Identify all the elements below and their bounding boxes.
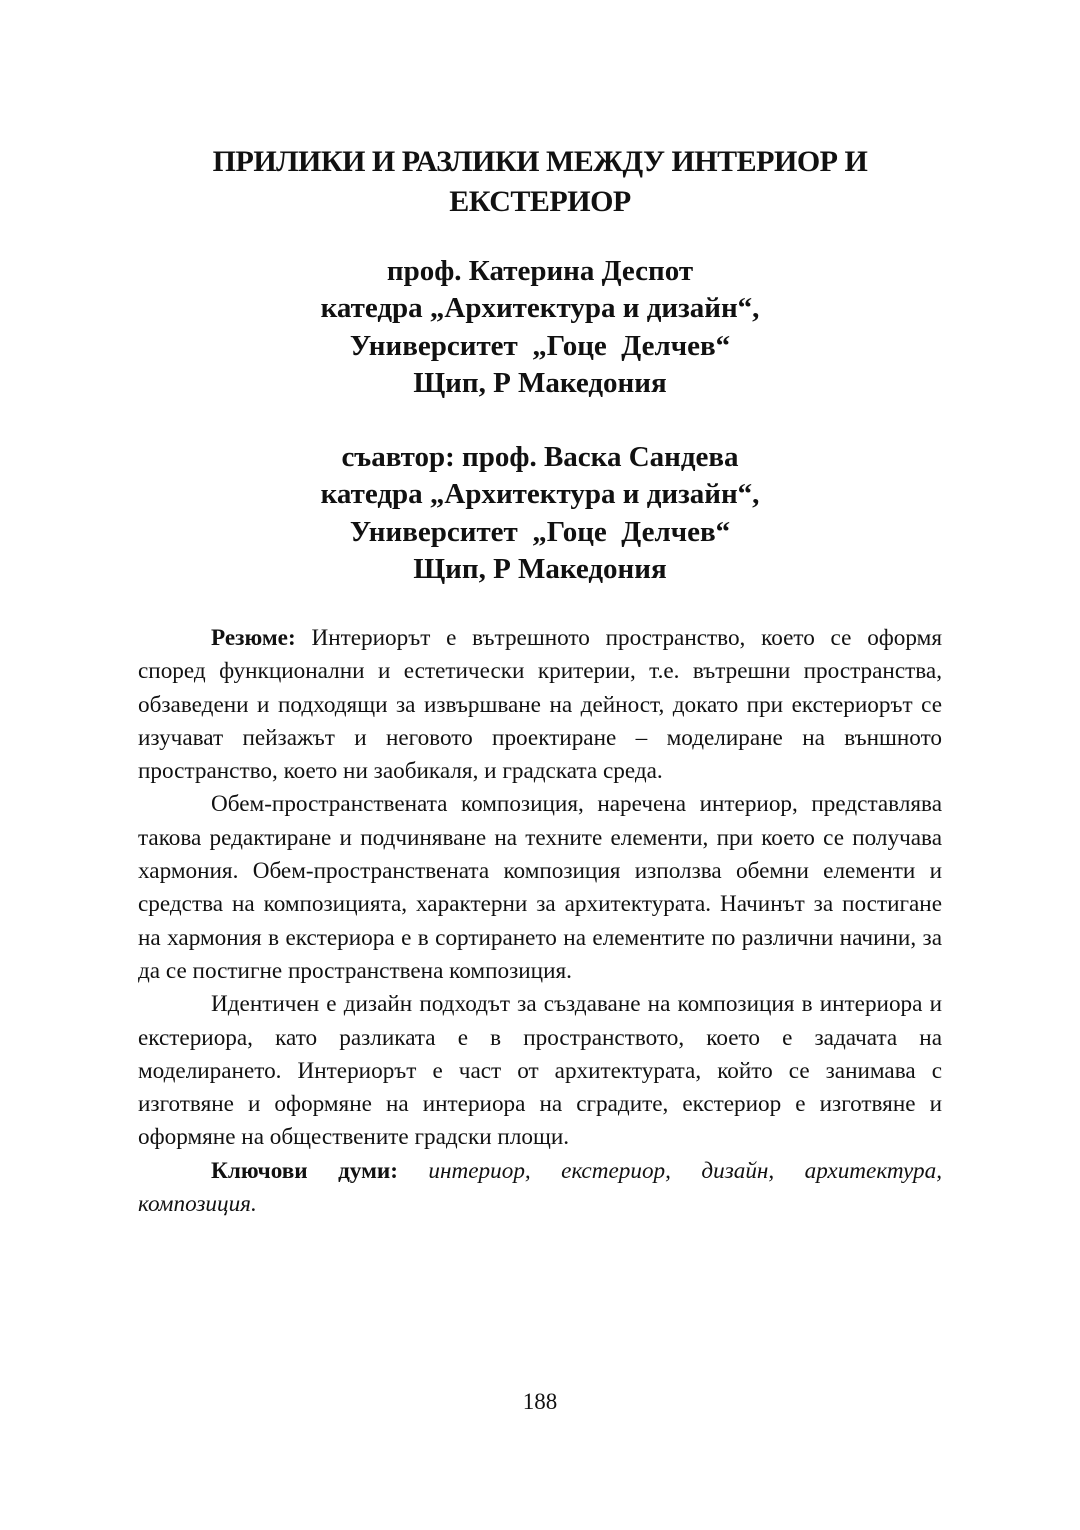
coauthor-university: Университет „Гоце Делчев“ bbox=[349, 515, 731, 548]
abstract-text: Интериорът е вътрешното пространство, което се оформя според функционални и естетически критерии, т.е. вътрешни пространства, обзаведени и подходящи за извършване на дейност, докато при екстериорът се изучават пейзажът и неговото проектиране – моделиране на външното пространство, което ни заобикаля, и градската среда. bbox=[138, 625, 942, 785]
author-name: проф. Катерина Деспот bbox=[386, 255, 694, 287]
body-paragraph-2: Обем-пространствената композиция, наречена интериор, представлява такова редактиране и подчиняване на техните елементи, при което се получава хармония. Обем-пространствената композиция използва обемни елементи и средства на композицията, характерни за архитектурата. Начинът за постигане на хармония в екстериора е в сортирането на елементите по различни начини, за да се постигне пространствена композиция. bbox=[138, 791, 942, 984]
author-university: Университет „Гоце Делчев“ bbox=[349, 329, 731, 362]
abstract-section bbox=[138, 622, 942, 1221]
coauthor-name: съавтор: проф. Васка Сандева bbox=[341, 441, 739, 473]
title-line-2: ЕКСТЕРИОР bbox=[449, 185, 631, 218]
keywords-text: интериор, екстериор, дизайн, архитектура, композиция. bbox=[138, 1157, 943, 1218]
abstract-label: Резюме: bbox=[211, 625, 296, 651]
author-department: катедра „Архитектура и дизайн“, bbox=[320, 292, 760, 325]
author-location: Щип, Р Македония bbox=[413, 366, 667, 399]
abstract-paragraph bbox=[138, 622, 942, 788]
paper-title bbox=[140, 142, 940, 222]
body-paragraph-3: Идентичен е дизайн подходът за създаване на композиция в интериора и екстериора, като разликата е в пространството, което е задачата на моделирането. Интериорът е част от архитектурата, който се занимава с изготвяне и оформяне на интериора на сградите, екстериор е изготвяне и оформяне на обществените градски площи. bbox=[138, 991, 942, 1151]
author-block-primary bbox=[140, 253, 940, 402]
page-number: 188 bbox=[522, 1389, 558, 1414]
title-line-1: ПРИЛИКИ И РАЗЛИКИ МЕЖДУ ИНТЕРИОР И bbox=[212, 145, 868, 178]
keywords-label: Ключови думи: bbox=[211, 1157, 398, 1184]
author-block-coauthor bbox=[140, 439, 940, 588]
keywords-paragraph bbox=[138, 1155, 942, 1222]
coauthor-location: Щип, Р Македония bbox=[413, 552, 667, 585]
coauthor-department: катедра „Архитектура и дизайн“, bbox=[320, 478, 760, 511]
